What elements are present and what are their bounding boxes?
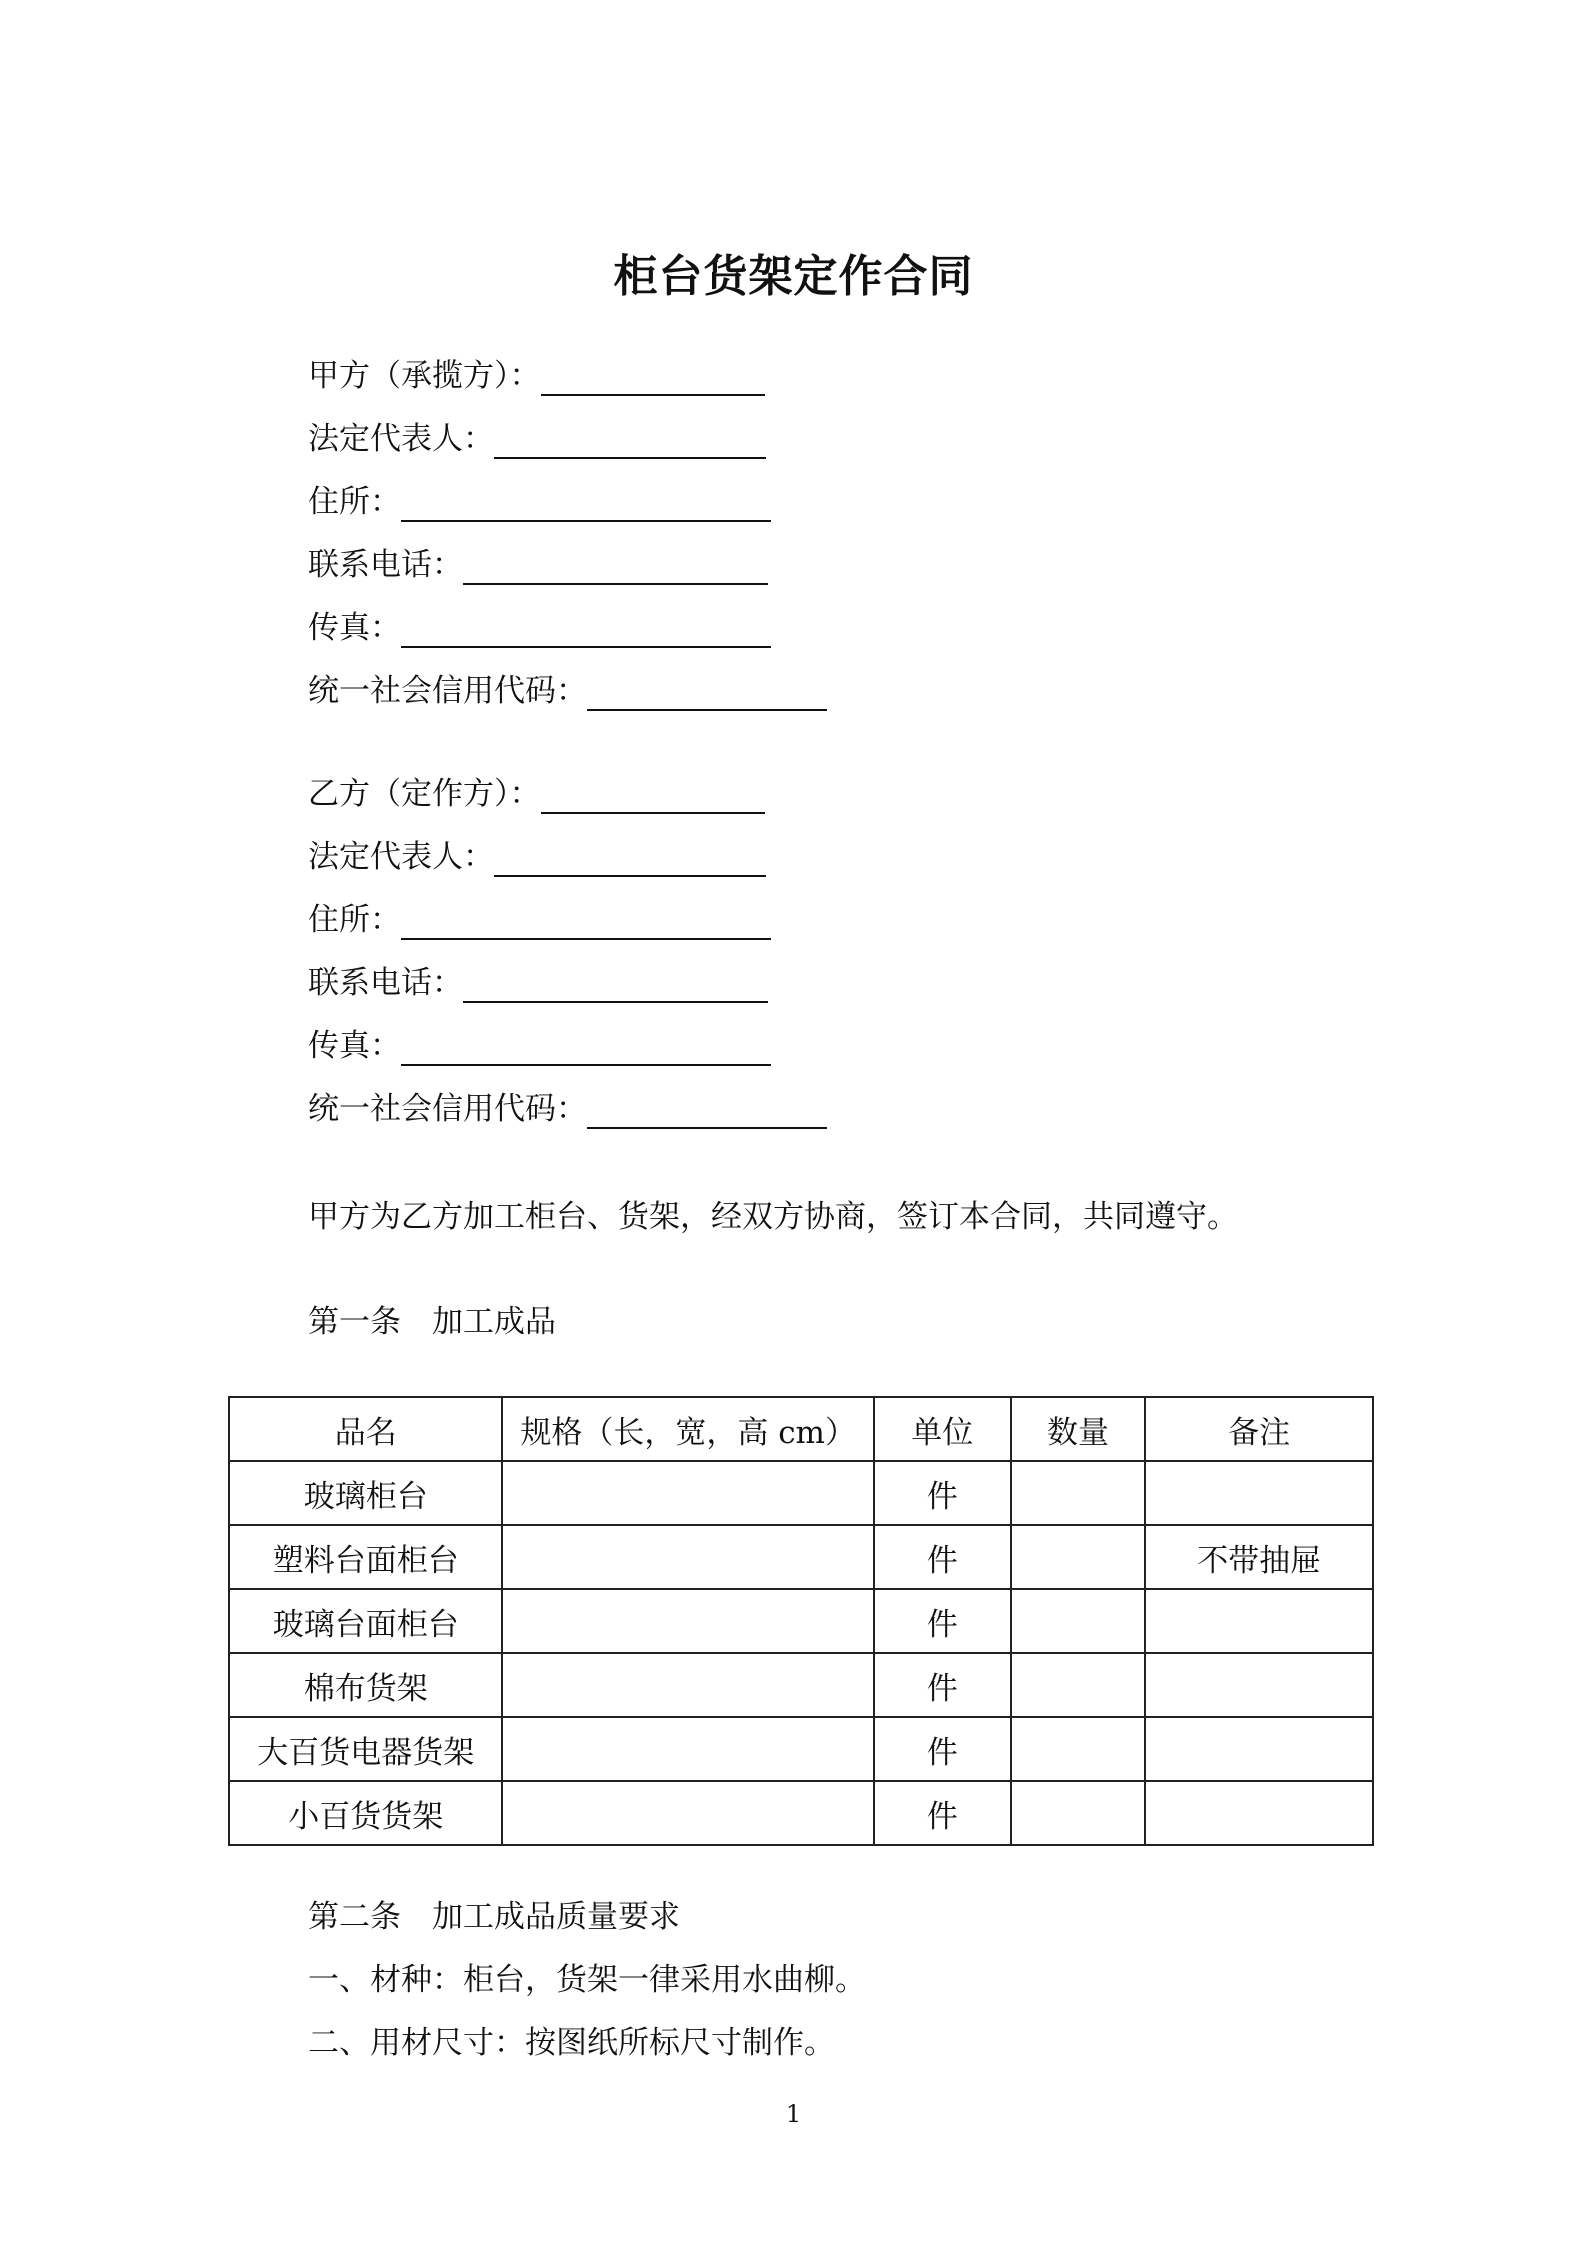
table-row [229, 1653, 1373, 1717]
party-a-credit-line [308, 671, 827, 711]
cell-quantity[interactable] [1011, 1781, 1146, 1845]
cell-unit: 件 [874, 1781, 1011, 1845]
cell-unit: 件 [874, 1589, 1011, 1653]
article-2-heading: 第二条 加工成品质量要求 [308, 1899, 680, 1935]
party-b-credit-label: 统一社会信用代码： [308, 1091, 587, 1127]
cell-spec[interactable] [502, 1461, 873, 1525]
party-a-address-line [308, 482, 771, 522]
header-remark: 备注 [1145, 1397, 1373, 1461]
cell-spec[interactable] [502, 1717, 873, 1781]
cell-quantity[interactable] [1011, 1589, 1146, 1653]
products-table [228, 1396, 1374, 1846]
cell-quantity[interactable] [1011, 1525, 1146, 1589]
cell-quantity[interactable] [1011, 1461, 1146, 1525]
cell-remark[interactable] [1145, 1461, 1373, 1525]
party-b-address-label: 住所： [308, 902, 401, 938]
cell-spec[interactable] [502, 1589, 873, 1653]
cell-product-name: 塑料台面柜台 [229, 1525, 502, 1589]
cell-remark[interactable]: 不带抽屉 [1145, 1525, 1373, 1589]
party-a-fax-label: 传真： [308, 610, 401, 646]
party-b-name-line [308, 774, 765, 814]
party-a-name-line [308, 356, 765, 396]
intro-paragraph: 甲方为乙方加工柜台、货架，经双方协商，签订本合同，共同遵守。 [308, 1199, 1238, 1235]
party-a-fax-blank[interactable] [401, 614, 771, 648]
party-b-credit-line [308, 1089, 827, 1129]
party-a-phone-label: 联系电话： [308, 547, 463, 583]
cell-remark[interactable] [1145, 1653, 1373, 1717]
cell-product-name: 棉布货架 [229, 1653, 502, 1717]
cell-remark[interactable] [1145, 1781, 1373, 1845]
party-b-rep-blank[interactable] [494, 843, 766, 877]
cell-product-name: 大百货电器货架 [229, 1717, 502, 1781]
cell-quantity[interactable] [1011, 1717, 1146, 1781]
party-a-address-blank[interactable] [401, 488, 771, 522]
party-a-phone-line [308, 545, 768, 585]
table-row [229, 1589, 1373, 1653]
table-row [229, 1781, 1373, 1845]
party-a-rep-label: 法定代表人： [308, 421, 494, 457]
table-header-row [229, 1397, 1373, 1461]
table-row [229, 1717, 1373, 1781]
cell-unit: 件 [874, 1653, 1011, 1717]
party-a-rep-line [308, 419, 766, 459]
party-a-address-label: 住所： [308, 484, 401, 520]
party-a-credit-blank[interactable] [587, 677, 827, 711]
party-a-name-label: 甲方（承揽方）： [308, 358, 541, 394]
party-b-name-label: 乙方（定作方）： [308, 776, 541, 812]
cell-remark[interactable] [1145, 1717, 1373, 1781]
cell-spec[interactable] [502, 1525, 873, 1589]
party-a-fax-line [308, 608, 771, 648]
party-b-credit-blank[interactable] [587, 1095, 827, 1129]
clause-material: 一、材种：柜台，货架一律采用水曲柳。 [308, 1962, 866, 1998]
contract-title: 柜台货架定作合同 [613, 251, 974, 302]
party-b-rep-line [308, 837, 766, 877]
party-b-address-line [308, 900, 771, 940]
party-a-phone-blank[interactable] [463, 551, 768, 585]
article-1-heading: 第一条 加工成品 [308, 1304, 556, 1340]
party-b-address-blank[interactable] [401, 906, 771, 940]
cell-unit: 件 [874, 1525, 1011, 1589]
party-b-fax-label: 传真： [308, 1028, 401, 1064]
table-row [229, 1461, 1373, 1525]
cell-spec[interactable] [502, 1781, 873, 1845]
cell-product-name: 玻璃台面柜台 [229, 1589, 502, 1653]
page-number: 1 [785, 2100, 802, 2128]
party-b-phone-blank[interactable] [463, 969, 768, 1003]
header-spec: 规格（长，宽，高 cm） [502, 1397, 873, 1461]
header-quantity: 数量 [1011, 1397, 1146, 1461]
party-a-name-blank[interactable] [541, 362, 765, 396]
party-b-phone-line [308, 963, 768, 1003]
header-product-name: 品名 [229, 1397, 502, 1461]
cell-remark[interactable] [1145, 1589, 1373, 1653]
table-row [229, 1525, 1373, 1589]
party-a-credit-label: 统一社会信用代码： [308, 673, 587, 709]
cell-spec[interactable] [502, 1653, 873, 1717]
cell-unit: 件 [874, 1461, 1011, 1525]
clause-dimensions: 二、用材尺寸：按图纸所标尺寸制作。 [308, 2025, 835, 2061]
cell-quantity[interactable] [1011, 1653, 1146, 1717]
party-b-phone-label: 联系电话： [308, 965, 463, 1001]
party-b-fax-line [308, 1026, 771, 1066]
party-a-rep-blank[interactable] [494, 425, 766, 459]
cell-product-name: 玻璃柜台 [229, 1461, 502, 1525]
header-unit: 单位 [874, 1397, 1011, 1461]
party-b-fax-blank[interactable] [401, 1032, 771, 1066]
cell-product-name: 小百货货架 [229, 1781, 502, 1845]
cell-unit: 件 [874, 1717, 1011, 1781]
party-b-rep-label: 法定代表人： [308, 839, 494, 875]
party-b-name-blank[interactable] [541, 780, 765, 814]
